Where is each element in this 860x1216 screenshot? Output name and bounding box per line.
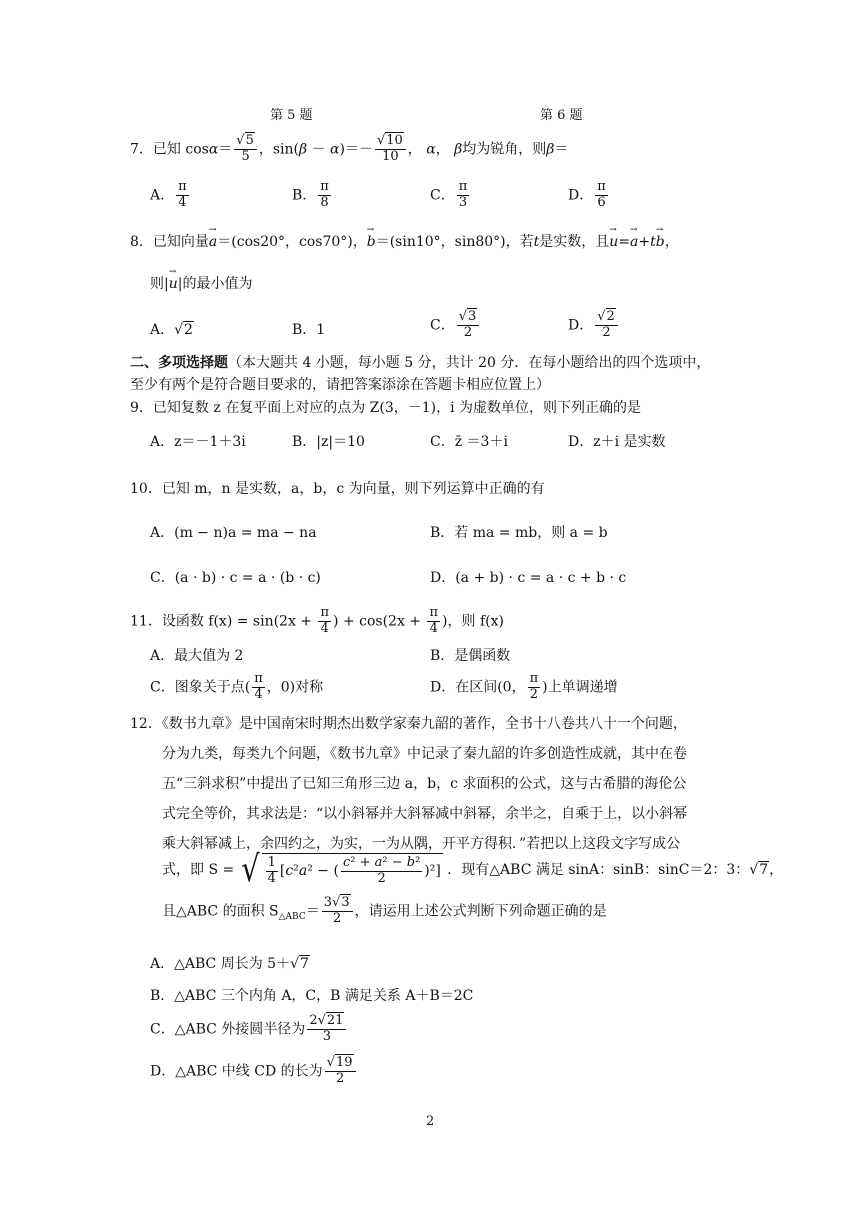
q11-option-b[interactable]: B．是偶函数 bbox=[430, 648, 511, 664]
q12-option-d[interactable]: D．△ABC 中线 CD 的长为 $\frac{√19}{2}$ bbox=[150, 1056, 358, 1087]
section2-title: 二、多项选择题 bbox=[130, 355, 228, 371]
q12-option-c[interactable]: C．△ABC 外接圆半径为 $\frac{2√21}{3}$ bbox=[150, 1014, 348, 1045]
q10-option-c[interactable]: C．(a · b) · c = a · (b · c) bbox=[150, 570, 321, 586]
q8-option-b[interactable]: B．1 bbox=[292, 322, 326, 338]
q7-sin-fraction: $\frac{√10}{10}$ bbox=[375, 134, 406, 165]
q10-option-a[interactable]: A．(m − n)a = ma − na bbox=[150, 525, 317, 541]
q9-option-c[interactable]: C．z̄ ＝3＋i bbox=[430, 434, 508, 450]
q7-option-c[interactable]: C． $\frac{\pi}{3}$ bbox=[430, 179, 468, 210]
fig6-caption: 第 6 题 bbox=[540, 108, 583, 123]
q12-option-b[interactable]: B．△ABC 三个内角 A，C，B 满足关系 A＋B＝2C bbox=[150, 988, 474, 1004]
q11-option-d[interactable]: D．在区间(0， $\frac{\pi}{2}$ )上单调递增 bbox=[430, 671, 618, 702]
q12-line1: 12．《数书九章》是中国南宋时期杰出数学家秦九韶的著作，全书十八卷共八十一个问题， bbox=[130, 716, 687, 732]
q12-line3: 五“三斜求积”中提出了已知三角形三边 a，b，c 求面积的公式，这与古希腊的海伦公 bbox=[162, 776, 687, 792]
fig5-caption: 第 5 题 bbox=[270, 108, 313, 123]
q12-option-a[interactable]: A．△ABC 周长为 5＋√7 bbox=[150, 956, 309, 972]
q11-stem: 11．设函数 f(x) = sin(2x + $\frac{\pi}{4}$ ) + cos(2x + $\frac{\pi}{4}$ )，则 f(x) bbox=[130, 605, 504, 636]
area-fraction: $\frac{3√3}{2}$ bbox=[322, 896, 353, 927]
q12-line2: 分为九类，每类九个问题，《数书九章》中记录了秦九韶的许多创造性成就，其中在卷 bbox=[162, 746, 687, 762]
q7-option-a[interactable]: A． $\frac{\pi}{4}$ bbox=[150, 179, 187, 210]
q10-option-d[interactable]: D．(a + b) · c = a · c + b · c bbox=[430, 570, 627, 586]
q8-stem: 8．已知向量→ a＝(cos20°，cos70°)，→ b＝(sin10°，sin80°)，若t是实数，且→ u=→ a+t→ b， bbox=[130, 234, 679, 251]
section2-desc: （本大题共 4 小题，每小题 5 分，共计 20 分．在每小题给出的四个选项中， bbox=[228, 355, 711, 371]
q12-area-line: 且△ABC 的面积 $S_{\triangle ABC}=$ $\frac{3√3}{2}$ ，请运用上述公式判断下列命题正确的是 bbox=[162, 895, 607, 926]
q12-line5: 乘大斜幂减上，余四约之，为实，一为从隅，开平方得积．”若把以上这段文字写成公 bbox=[162, 836, 681, 852]
q7-option-b[interactable]: B． $\frac{\pi}{8}$ bbox=[292, 179, 329, 210]
q9-option-b[interactable]: B．|z|＝10 bbox=[292, 434, 365, 450]
q7-option-d[interactable]: D． $\frac{\pi}{6}$ bbox=[568, 179, 606, 210]
q9-option-a[interactable]: A．z＝－1＋3i bbox=[150, 434, 246, 450]
q7-text-1: 已知 cos bbox=[152, 141, 209, 158]
q10-stem: 10．已知 m，n 是实数，a，b，c 为向量，则下列运算中正确的有 bbox=[130, 481, 545, 497]
q8-option-d[interactable]: D． $\frac{√2}{2}$ bbox=[568, 310, 620, 341]
heron-formula: √ $\frac{1}{4}$ [c²a² − ( $\frac{\text{c² + a² − b²}}{2}$ )²] bbox=[240, 849, 441, 890]
q11-option-c[interactable]: C．图象关于点( $\frac{\pi}{4}$ ，0)对称 bbox=[150, 671, 324, 702]
page-number: 2 bbox=[426, 1114, 435, 1129]
q7-cos-fraction: $\frac{√5}{5}$ bbox=[234, 134, 257, 165]
q8-option-a[interactable]: A．√2 bbox=[150, 322, 193, 338]
q10-option-b[interactable]: B．若 ma = mb，则 a = b bbox=[430, 525, 608, 541]
q12-line4: 式完全等价，其求法是：“以小斜幂并大斜幂减中斜幂，余半之，自乘于上，以小斜幂 bbox=[162, 806, 688, 822]
q7-number: 7． bbox=[130, 141, 153, 158]
q8-option-c[interactable]: C． $\frac{√3}{2}$ bbox=[430, 310, 481, 341]
q11-option-a[interactable]: A．最大值为 2 bbox=[150, 648, 244, 664]
section2-desc-line2: 至少有两个是符合题目要求的，请把答案添涂在答题卡相应位置上） bbox=[130, 377, 550, 393]
section2-header bbox=[130, 355, 710, 372]
q9-stem: 9．已知复数 z 在复平面上对应的点为 Z(3，－1)，i 为虚数单位，则下列正确的是 bbox=[130, 400, 642, 416]
q7-stem: 7．已知 cosα＝ $\frac{√5}{5}$ ，sin(β － α)＝－ $\frac{√10}{10}$ ， α， β均为锐角，则β＝ bbox=[130, 133, 569, 164]
vector-a: → a bbox=[209, 234, 217, 251]
vector-b: → b bbox=[367, 234, 376, 251]
q12-formula-line: 式，即 S = √ $\frac{1}{4}$ [c²a² − ( $\frac{\text{c² + a² − b²}}{2}$ )²] ．现有△ABC 满足 sinA：sinB：sinC＝2：3：√7， bbox=[162, 849, 784, 890]
q9-option-d[interactable]: D．z＋i 是实数 bbox=[568, 434, 666, 450]
q8-stem-line2: 则|→ u|的最小值为 bbox=[150, 276, 252, 293]
